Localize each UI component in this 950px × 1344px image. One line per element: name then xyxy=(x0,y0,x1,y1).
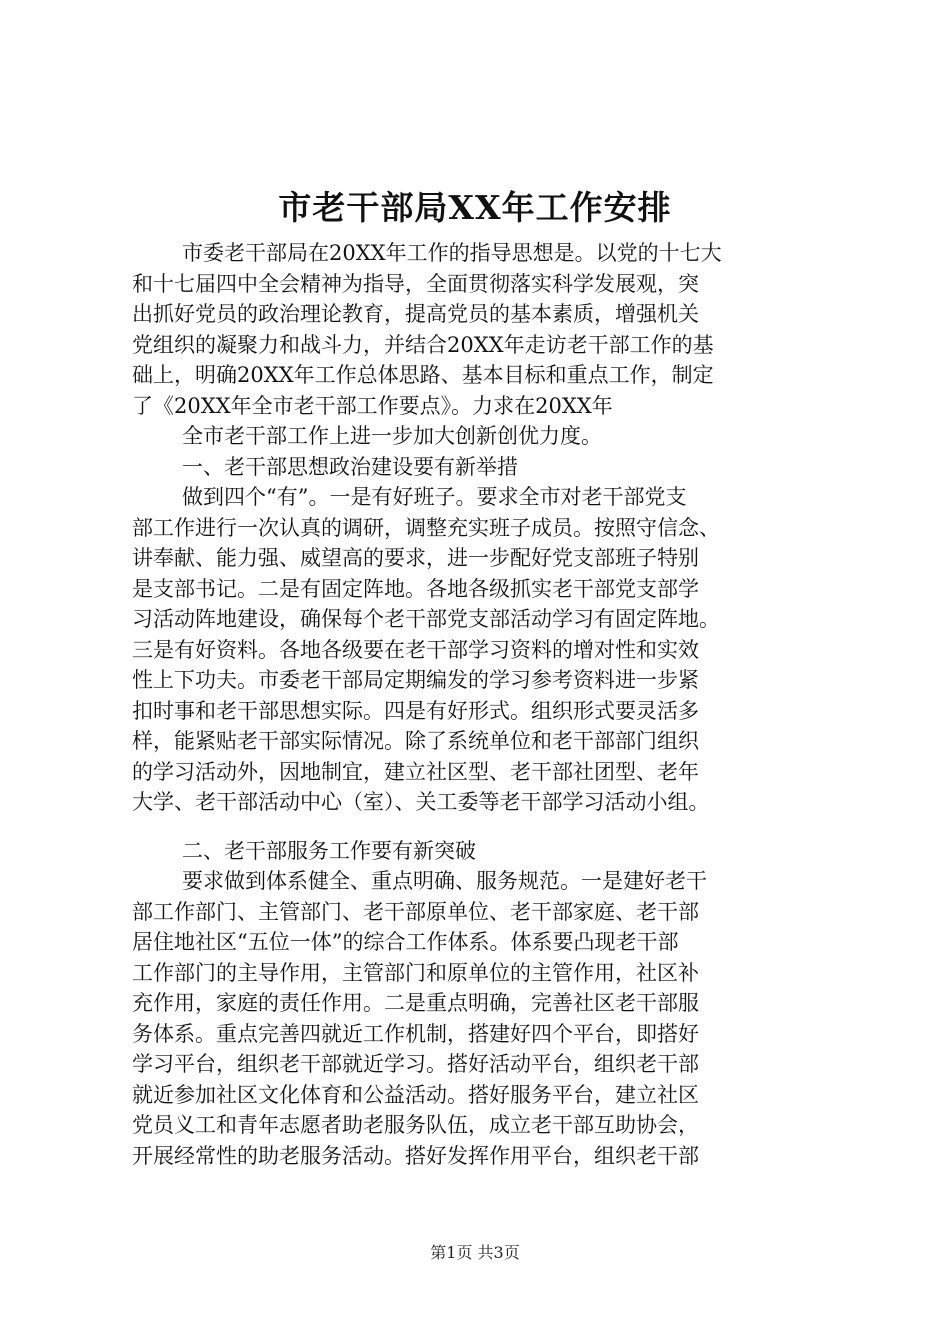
paragraph-line: 要求做到体系健全、重点明确、服务规范。一是建好老干 xyxy=(182,869,707,893)
paragraph-line: 全市老干部工作上进一步加大创新创优力度。 xyxy=(182,424,602,448)
paragraph-line: 居住地社区“五位一体”的综合工作体系。体系要凸现老干部 xyxy=(132,930,679,954)
paragraph-line: 讲奉献、能力强、威望高的要求，进一步配好党支部班子特别 xyxy=(132,546,699,570)
paragraph-line: 是支部书记。二是有固定阵地。各地各级抓实老干部党支部学 xyxy=(132,576,699,601)
page-footer: 第1页 共3页 xyxy=(430,1243,520,1262)
paragraph-line: 样，能紧贴老干部实际情况。除了系统单位和老干部部门组织 xyxy=(132,729,699,753)
paragraph-line: 充作用，家庭的责任作用。二是重点明确，完善社区老干部服 xyxy=(132,991,699,1015)
paragraph-line: 的学习活动外，因地制宜，建立社区型、老干部社团型、老年 xyxy=(132,759,699,784)
paragraph-line: 性上下功夫。市委老干部局定期编发的学习参考资料进一步紧 xyxy=(132,668,699,692)
section-heading: 一、老干部思想政治建设要有新举措 xyxy=(182,454,518,479)
document-title: 市老干部局XX年工作安排 xyxy=(278,188,672,227)
paragraph-line: 大学、老干部活动中心（室）、关工委等老干部学习活动小组。 xyxy=(132,790,710,814)
paragraph-line: 工作部门的主导作用，主管部门和原单位的主管作用，社区补 xyxy=(132,960,699,985)
paragraph-line: 党员义工和青年志愿者助老服务队伍，成立老干部互助协会， xyxy=(132,1113,699,1137)
paragraph-line: 和十七届四中全会精神为指导，全面贯彻落实科学发展观，突 xyxy=(132,271,699,296)
paragraph-line: 出抓好党员的政治理论教育，提高党员的基本素质，增强机关 xyxy=(132,302,699,326)
paragraph-line: 务体系。重点完善四就近工作机制，搭建好四个平台，即搭好 xyxy=(132,1021,699,1046)
paragraph-line: 开展经常性的助老服务活动。搭好发挥作用平台，组织老干部 xyxy=(132,1143,699,1168)
paragraph-line: 做到四个“有”。一是有好班子。要求全市对老干部党支 xyxy=(182,485,687,509)
paragraph-line: 就近参加社区文化体育和公益活动。搭好服务平台，建立社区 xyxy=(132,1082,699,1107)
paragraph-line: 市委老干部局在20XX年工作的指导思想是。以党的十七大 xyxy=(182,241,722,265)
paragraph-line: 础上，明确20XX年工作总体思路、基本目标和重点工作，制定 xyxy=(132,363,714,387)
paragraph-line: 习活动阵地建设，确保每个老干部党支部活动学习有固定阵地。 xyxy=(132,607,720,631)
paragraph-line: 部工作部门、主管部门、老干部原单位、老干部家庭、老干部 xyxy=(132,899,699,924)
paragraph-line: 党组织的凝聚力和战斗力，并结合20XX年走访老干部工作的基 xyxy=(132,332,714,357)
paragraph-line: 了《20XX年全市老干部工作要点》。力求在20XX年 xyxy=(132,393,613,418)
paragraph-line: 部工作进行一次认真的调研，调整充实班子成员。按照守信念、 xyxy=(132,515,720,540)
paragraph-line: 三是有好资料。各地各级要在老干部学习资料的增对性和实效 xyxy=(132,637,699,662)
section-heading: 二、老干部服务工作要有新突破 xyxy=(182,838,476,863)
paragraph-line: 扣时事和老干部思想实际。四是有好形式。组织形式要灵活多 xyxy=(132,698,699,723)
paragraph-line: 学习平台，组织老干部就近学习。搭好活动平台，组织老干部 xyxy=(132,1052,699,1076)
